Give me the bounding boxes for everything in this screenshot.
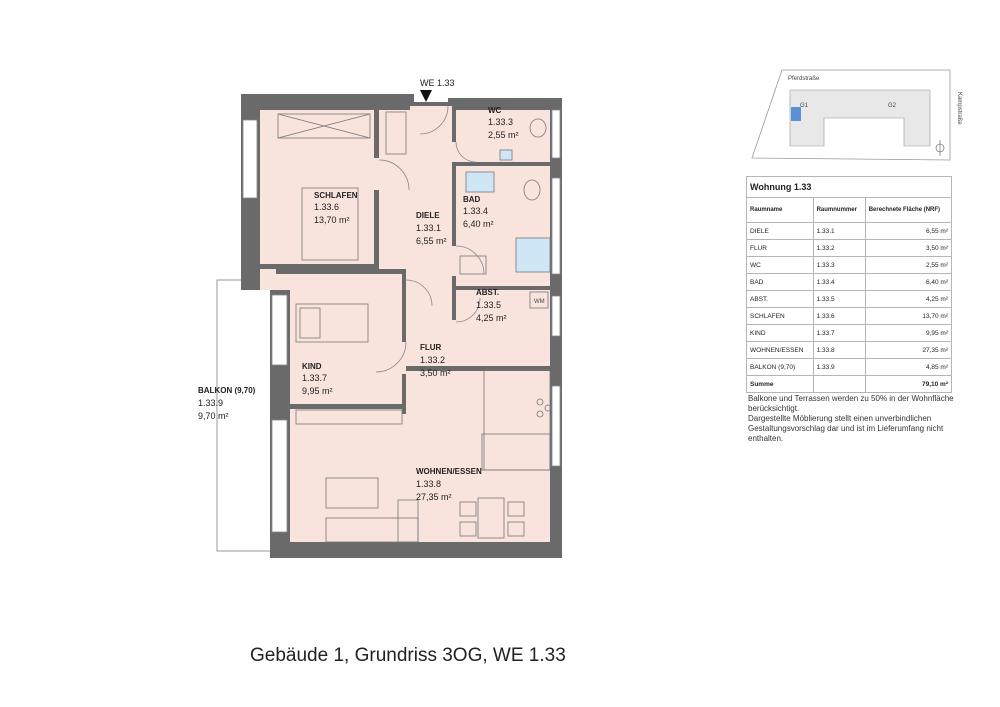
room-name-balkon: BALKON (9,70): [198, 386, 256, 395]
table-row: WC 1.33.3 2,55 m²: [747, 257, 952, 274]
room-number-kind: 1.33.7: [302, 373, 328, 383]
room-area-kind: 9,95 m²: [302, 386, 333, 396]
room-name-schlafen: SCHLAFEN: [314, 191, 358, 200]
room-name-abst: ABST.: [476, 288, 500, 297]
room-area-wohnen: 27,35 m²: [416, 492, 452, 502]
site-plan-highlight: [791, 107, 801, 121]
room-number-diele: 1.33.1: [416, 223, 442, 233]
site-street-top: Pferdstraße: [788, 76, 820, 82]
table-row: ABST. 1.33.5 4,25 m²: [747, 291, 952, 308]
note-line-balkone: Balkone und Terrassen werden zu 50% in der Wohnfläche berücksichtigt.: [748, 394, 954, 413]
table-row: BAD 1.33.4 6,40 m²: [747, 274, 952, 291]
note-text: [748, 394, 978, 444]
room-area-abst: 4,25 m²: [476, 313, 507, 323]
washing-machine-label: WM: [534, 299, 545, 305]
room-number-abst: 1.33.5: [476, 300, 502, 310]
washbasin-bad: [466, 172, 494, 192]
room-number-flur: 1.33.2: [420, 355, 446, 365]
room-name-wc: WC: [488, 106, 502, 115]
room-area-bad: 6,40 m²: [463, 219, 494, 229]
room-number-bad: 1.33.4: [463, 206, 489, 216]
table-row: DIELE 1.33.1 6,55 m²: [747, 223, 952, 240]
site-label-g2: G2: [888, 103, 897, 109]
table-row: FLUR 1.33.2 3,50 m²: [747, 240, 952, 257]
entrance-label: WE 1.33: [420, 78, 455, 88]
room-name-bad: BAD: [463, 195, 481, 204]
room-number-wc: 1.33.3: [488, 117, 514, 127]
table-row: KIND 1.33.7 9,95 m²: [747, 325, 952, 342]
table-title: Wohnung 1.33: [747, 177, 952, 198]
plan-caption: Gebäude 1, Grundriss 3OG, WE 1.33: [250, 645, 566, 666]
room-area-schlafen: 13,70 m²: [314, 215, 350, 225]
room-name-diele: DIELE: [416, 211, 440, 220]
room-name-kind: KIND: [302, 362, 322, 371]
room-name-flur: FLUR: [420, 343, 442, 352]
sink-wc: [500, 150, 512, 160]
room-number-schlafen: 1.33.6: [314, 202, 340, 212]
site-street-right: Kampstraße: [956, 92, 962, 125]
room-number-wohnen: 1.33.8: [416, 479, 442, 489]
room-area-flur: 3,50 m²: [420, 368, 451, 378]
entrance-arrow: [420, 90, 432, 102]
table-sum-row: Summe 79,10 m²: [747, 376, 952, 393]
room-area-wc: 2,55 m²: [488, 130, 519, 140]
table-header-raumnummer: Raumnummer: [813, 198, 865, 223]
table-header-flaeche: Berechnete Fläche (NRF): [865, 198, 951, 223]
table-row: WOHNEN/ESSEN 1.33.8 27,35 m²: [747, 342, 952, 359]
area-table: [746, 176, 952, 393]
room-number-balkon: 1.33.9: [198, 398, 224, 408]
room-area-diele: 6,55 m²: [416, 236, 447, 246]
site-plan: [752, 70, 962, 160]
table-header-raumname: Raumname: [747, 198, 814, 223]
room-area-balkon: 9,70 m²: [198, 411, 229, 421]
shower: [516, 238, 550, 272]
table-row: BALKON (9,70) 1.33.9 4,85 m²: [747, 359, 952, 376]
room-name-wohnen: WOHNEN/ESSEN: [416, 467, 482, 476]
table-row: SCHLAFEN 1.33.6 13,70 m²: [747, 308, 952, 325]
site-label-g1: G1: [800, 103, 809, 109]
note-line-moeblierung: Dargestellte Möblierung stellt einen unverbindlichen Gestaltungsvorschlag dar und ist im Lieferumfang nicht enthalten.: [748, 414, 944, 443]
